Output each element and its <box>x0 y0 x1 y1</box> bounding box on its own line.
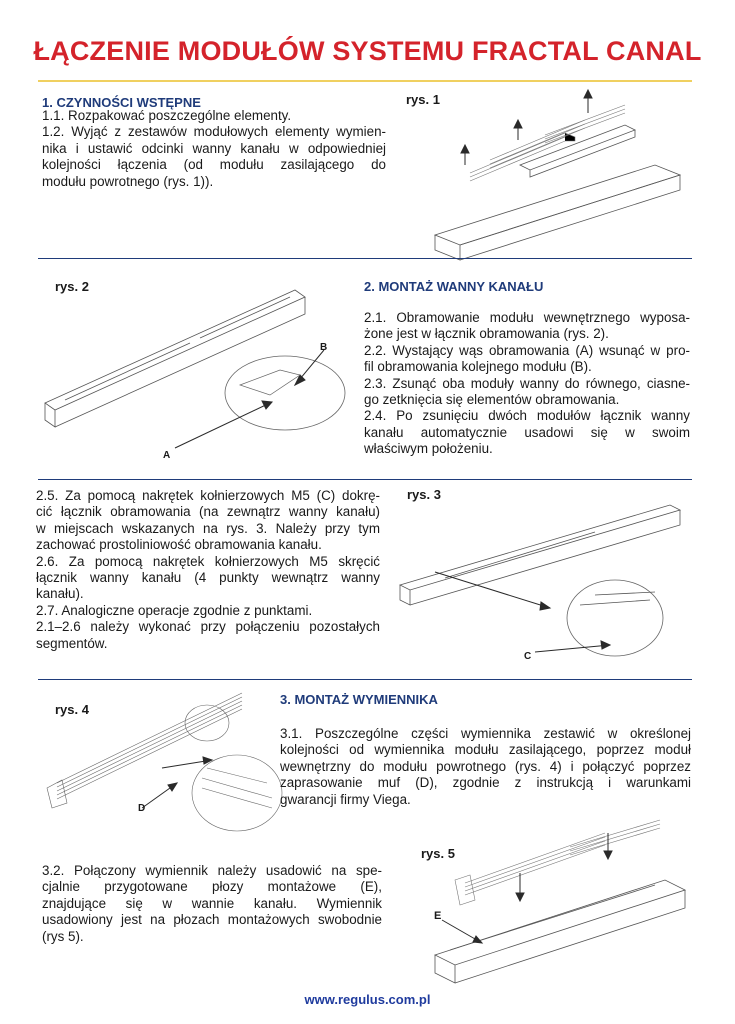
divider <box>38 258 692 259</box>
text-line: cić łącznik obramowania (na zewnątrz wanny kanału) <box>36 504 380 520</box>
section-3-text <box>280 726 691 808</box>
text-line: usadowiony jest na płozach montażowych swobodnie <box>42 912 382 928</box>
text-line: go zetknięcia się elementów obramowania. <box>364 392 620 408</box>
figure-label-rys4: rys. 4 <box>55 702 89 717</box>
label-c: C <box>524 651 532 662</box>
text-line: kanału automatycznie usadowi się w swoim <box>364 424 690 440</box>
label-e: E <box>434 910 442 922</box>
text-line: fil obramowania kolejnego modułu (B). <box>364 359 592 375</box>
text-line: 2.4. Po zsunięciu dwóch modułów łącznik wanny <box>364 408 690 424</box>
text-line: kolejności łączenia (od modułu zasilającego do <box>42 157 386 173</box>
figure-label-rys2: rys. 2 <box>55 279 89 294</box>
section-2-heading: 2. MONTAŻ WANNY KANAŁU <box>364 279 544 294</box>
text-line: znajdujące się w wannie kanału. Wymiennik <box>42 895 382 911</box>
text-line: 2.5. Za pomocą nakrętek kołnierzowych M5 (C) dokrę- <box>36 488 380 503</box>
text-line: (rys 5). <box>42 928 84 944</box>
label-b: B <box>320 342 328 353</box>
section-3b-text <box>42 863 382 945</box>
text-line: 2.2. Wystający wąs obramowania (A) wsunąć w pro- <box>364 342 690 358</box>
figure-label-rys3: rys. 3 <box>407 487 441 502</box>
text-line: zaprasowanie muf (D), zgodnie z instrukcją i warunkami <box>280 775 691 791</box>
divider <box>38 479 692 480</box>
text-line: żone jest w łącznik obramowania (rys. 2). <box>364 326 609 342</box>
text-line: segmentów. <box>36 635 108 651</box>
text-line: 2.7. Analogiczne operacje zgodnie z punktami. <box>36 602 313 618</box>
text-line: kanału). <box>36 586 84 602</box>
text-line: łącznik wanny kanału (4 punkty wewnątrz wanny <box>36 570 380 586</box>
figure-5-illustration <box>420 815 700 985</box>
text-line: modułu powrotnego (rys. 1)). <box>42 173 214 189</box>
text-line: 1.1. Rozpakować poszczególne elementy. <box>42 108 292 123</box>
figure-label-rys5: rys. 5 <box>421 846 455 861</box>
figure-2-illustration <box>40 285 360 460</box>
text-line: właściwym położeniu. <box>364 441 493 457</box>
section-2b-text <box>36 488 380 652</box>
section-2-text <box>364 310 690 458</box>
text-line: w miejscach wskazanych na rys. 3. Należy przy tym <box>36 520 380 536</box>
title-underline <box>38 80 692 82</box>
footer-website-link[interactable]: www.regulus.com.pl <box>304 992 431 1007</box>
text-line: zachować prostoliniowość obramowania kanału. <box>36 537 322 553</box>
text-line: 2.6. Za pomocą nakrętek kołnierzowych M5 skręcić <box>36 553 380 569</box>
section-3-heading: 3. MONTAŻ WYMIENNIKA <box>280 692 438 707</box>
text-line: gwarancji firmy Viega. <box>280 791 411 807</box>
text-line: 2.1. Obramowanie modułu wewnętrznego wyposa- <box>364 310 690 325</box>
label-a: A <box>163 450 171 461</box>
text-line: 2.3. Zsunąć oba moduły wanny do równego, ciasne- <box>364 375 690 391</box>
figure-label-rys1: rys. 1 <box>406 92 440 107</box>
divider <box>38 679 692 680</box>
figure-3-illustration <box>395 500 695 670</box>
label-d: D <box>138 803 146 814</box>
text-line: wewnętrzny do modułu powrotnego (rys. 4) i połączyć poprzez <box>280 758 691 774</box>
text-line: kolejności od wymiennika modułu zasilającego, poprzez moduł <box>280 742 691 758</box>
section-1-heading: 1. CZYNNOŚCI WSTĘPNE <box>42 95 201 110</box>
text-line: cjalnie przygotowane płozy montażowe (E), <box>42 879 382 895</box>
text-line: 3.2. Połączony wymiennik należy usadowić na spe- <box>42 863 382 878</box>
text-line: 1.2. Wyjąć z zestawów modułowych elementy wymien- <box>42 124 386 140</box>
figure-4-illustration <box>42 688 282 838</box>
page-title: ŁĄCZENIE MODUŁÓW SYSTEMU FRACTAL CANAL <box>33 36 702 66</box>
text-line: nika i ustawić odcinki wanny kanału w odpowiedniej <box>42 140 386 156</box>
figure-1-illustration <box>425 85 695 255</box>
section-1-text <box>42 108 386 190</box>
text-line: 2.1–2.6 należy wykonać przy połączeniu pozostałych <box>36 619 380 635</box>
text-line: 3.1. Poszczególne części wymiennika zestawić w określonej <box>280 726 691 741</box>
